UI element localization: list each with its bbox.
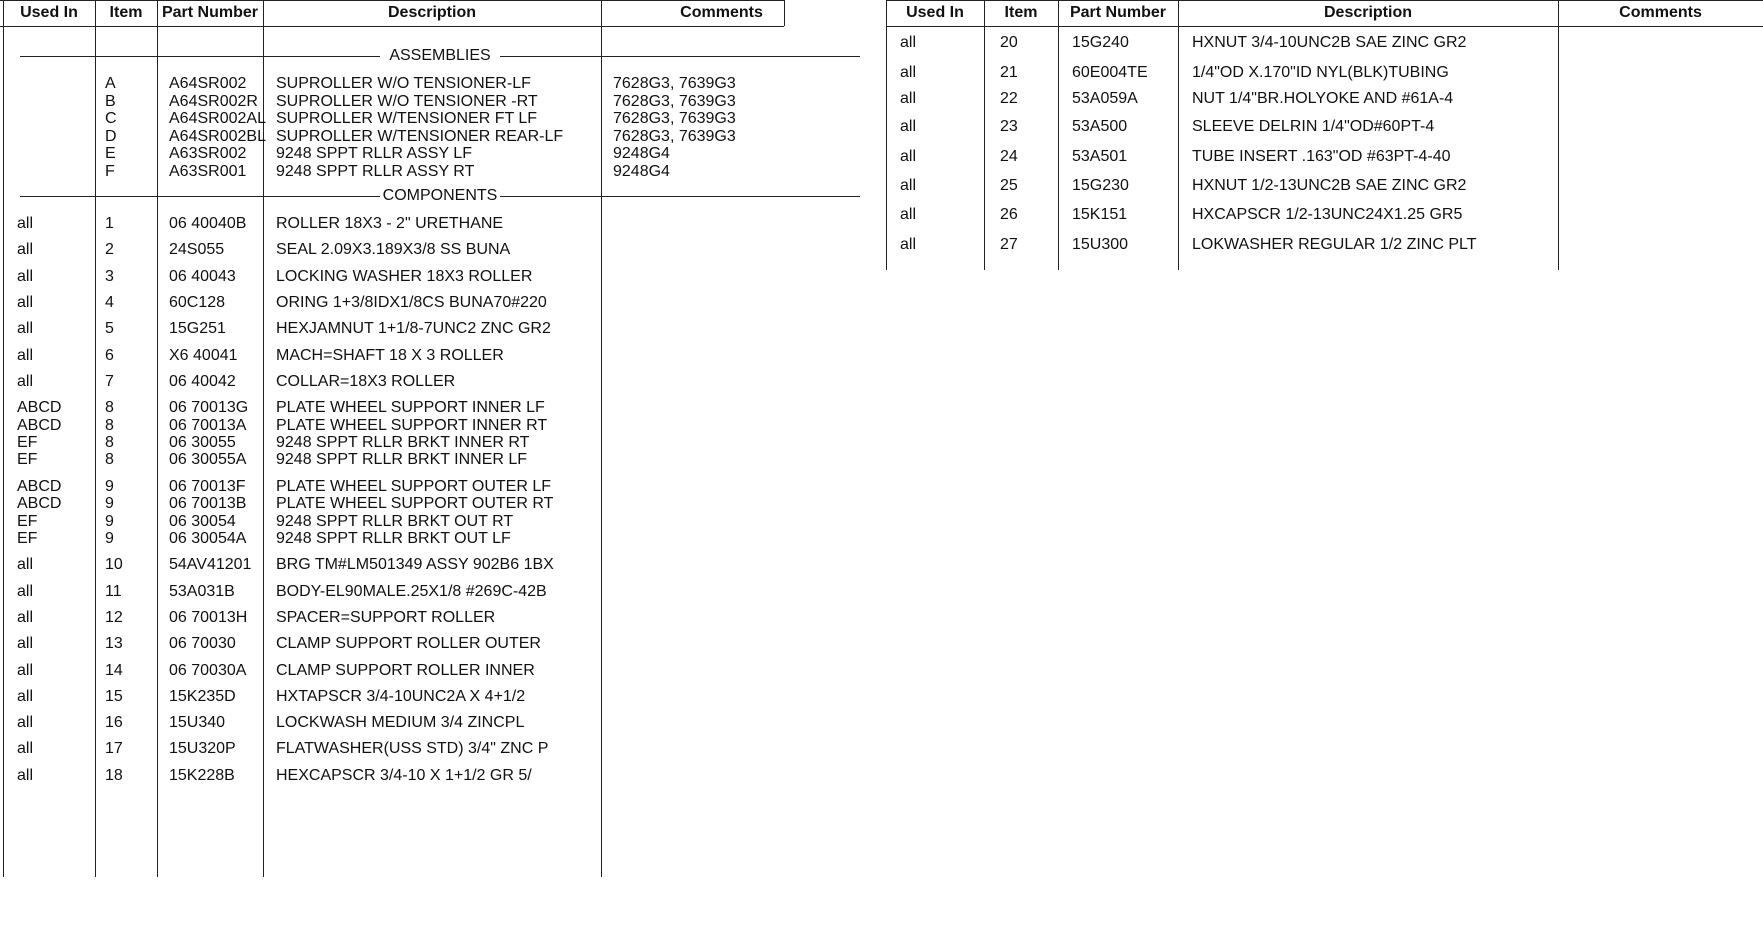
right-description: HXNUT 3/4-10UNC2B SAE ZINC GR2 [1192,34,1467,51]
left-header-comments: Comments [680,4,763,21]
component-item: 17 [105,740,123,758]
assembly-item: E [105,145,116,163]
component-used-in: all [17,241,34,259]
right-used-in: all [900,148,917,165]
right-description: TUBE INSERT .163"OD #63PT-4-40 [1192,148,1451,165]
component-description: PLATE WHEEL SUPPORT OUTER LF [276,477,552,495]
right-item: 20 [1000,34,1018,51]
assembly-comments: 7628G3, 7639G3 [613,110,736,128]
component-description: SEAL 2.09X3.189X3/8 SS BUNA [276,241,511,259]
component-used-in: all [17,766,34,784]
component-item: 4 [105,293,114,311]
component-description: COLLAR=18X3 ROLLER [276,372,456,390]
component-used-in: all [17,661,34,679]
component-description: HEXJAMNUT 1+1/8-7UNC2 ZNC GR2 [276,320,551,338]
component-item: 8 [105,451,114,469]
assembly-comments: 9248G4 [613,163,670,180]
assembly-part-number: A64SR002R [169,92,258,110]
header-top-rule [0,0,784,1]
right-item: 26 [1000,206,1018,223]
component-used-in: EF [17,512,38,530]
assembly-part-number: A64SR002 [169,75,247,92]
component-used-in: all [17,714,34,732]
component-description: CLAMP SUPPORT ROLLER INNER [276,661,535,679]
component-part-number: 06 40042 [169,372,236,390]
right-item: 25 [1000,177,1018,194]
assembly-description: SUPROLLER W/TENSIONER FT LF [276,110,538,128]
section-rule [20,196,380,197]
component-used-in: all [17,346,34,364]
component-used-in: all [17,215,34,232]
component-description: MACH=SHAFT 18 X 3 ROLLER [276,346,504,364]
component-used-in: all [17,293,34,311]
assembly-item: C [105,110,117,128]
component-part-number: 06 70013B [169,495,247,513]
right-description: HXCAPSCR 1/2-13UNC24X1.25 GR5 [1192,206,1463,223]
component-description: HXTAPSCR 3/4-10UNC2A X 4+1/2 [276,687,526,705]
right-part-number: 15G230 [1072,177,1129,194]
component-part-number: 06 30054A [169,529,247,547]
right-description: LOKWASHER REGULAR 1/2 ZINC PLT [1192,236,1477,253]
component-part-number: 15K235D [169,687,236,705]
right-header-part-number: Part Number [1069,4,1167,21]
right-header-used-in: Used In [906,4,964,21]
component-description: BRG TM#LM501349 ASSY 902B6 1BX [276,556,554,574]
component-part-number: 06 70013G [169,399,249,417]
component-item: 10 [105,556,123,574]
right-header-top-rule [886,0,1763,1]
section-rule [500,196,860,197]
right-used-in: all [900,236,917,253]
component-used-in: all [17,582,34,600]
section-rule [20,56,380,57]
right-header-bottom-rule [886,26,1763,27]
assembly-description: 9248 SPPT RLLR ASSY RT [276,163,475,180]
assembly-description: SUPROLLER W/O TENSIONER -RT [276,92,538,110]
component-description: PLATE WHEEL SUPPORT INNER LF [276,399,545,417]
left-header-description: Description [387,4,476,21]
component-part-number: 06 70013A [169,416,247,434]
right-item: 23 [1000,118,1018,135]
right-used-in: all [900,90,917,107]
right-description: 1/4"OD X.170"ID NYL(BLK)TUBING [1192,64,1449,81]
component-used-in: EF [17,433,38,451]
component-part-number: 06 30055A [169,451,247,469]
component-part-number: 15U340 [169,714,226,732]
right-part-number: 53A500 [1072,118,1128,135]
component-part-number: 06 30054 [169,512,236,530]
right-part-number: 15U300 [1072,236,1129,253]
component-part-number: 06 70030A [169,661,247,679]
right-column-divider [886,0,887,270]
component-used-in: all [17,267,34,285]
component-description: 9248 SPPT RLLR BRKT OUT LF [276,529,511,547]
right-part-number: 53A059A [1072,90,1138,107]
component-item: 12 [105,608,123,626]
section-label-components: COMPONENTS [380,187,500,205]
component-item: 3 [105,267,114,285]
assembly-part-number: A63SR001 [169,163,247,180]
right-used-in: all [900,177,917,194]
right-used-in: all [900,34,917,51]
component-used-in: ABCD [17,495,62,513]
assembly-item: A [105,75,116,92]
right-item: 27 [1000,236,1018,253]
section-rule [500,56,860,57]
component-used-in: all [17,687,34,705]
component-used-in: EF [17,451,38,469]
component-part-number: X6 40041 [169,346,238,364]
component-item: 9 [105,512,114,530]
left-header-used-in: Used In [20,4,78,21]
right-header-item: Item [1004,4,1038,21]
component-part-number: 53A031B [169,582,235,600]
component-description: ROLLER 18X3 - 2" URETHANE [276,215,504,232]
right-used-in: all [900,64,917,81]
right-column-divider [984,0,985,270]
component-description: 9248 SPPT RLLR BRKT INNER RT [276,433,530,451]
component-part-number: 15K228B [169,766,235,784]
component-used-in: EF [17,529,38,547]
assembly-comments: 7628G3, 7639G3 [613,92,736,110]
component-description: LOCKING WASHER 18X3 ROLLER [276,267,533,285]
right-item: 22 [1000,90,1018,107]
component-item: 8 [105,433,114,451]
left-column-divider [3,0,4,877]
component-part-number: 06 40043 [169,267,236,285]
right-part-number: 53A501 [1072,148,1128,165]
component-item: 8 [105,399,114,417]
component-item: 16 [105,714,123,732]
component-part-number: 60C128 [169,293,226,311]
section-label-assemblies: ASSEMBLIES [380,47,500,65]
component-part-number: 15G251 [169,320,226,338]
component-item: 8 [105,416,114,434]
component-used-in: all [17,372,34,390]
component-description: FLATWASHER(USS STD) 3/4" ZNC P [276,740,549,758]
component-item: 18 [105,766,123,784]
component-item: 2 [105,241,114,259]
component-item: 9 [105,477,114,495]
component-part-number: 15U320P [169,740,236,758]
right-part-number: 15K151 [1072,206,1128,223]
right-item: 24 [1000,148,1018,165]
header-bottom-rule [0,26,784,27]
right-description: SLEEVE DELRIN 1/4"OD#60PT-4 [1192,118,1435,135]
left-column-divider [157,0,158,877]
component-part-number: 54AV41201 [169,556,252,574]
component-part-number: 06 30055 [169,433,236,451]
component-item: 13 [105,635,123,653]
component-part-number: 06 70013H [169,608,248,626]
component-part-number: 06 40040B [169,215,247,232]
right-part-number: 60E004TE [1072,64,1148,81]
assembly-part-number: A64SR002AL [169,110,266,128]
left-column-divider [95,0,96,877]
left-header-item: Item [109,4,143,21]
component-used-in: all [17,320,34,338]
component-description: 9248 SPPT RLLR BRKT OUT RT [276,512,514,530]
component-item: 11 [105,582,122,600]
component-item: 9 [105,529,114,547]
component-used-in: all [17,556,34,574]
component-item: 9 [105,495,114,513]
left-column-divider [601,0,602,877]
assembly-comments: 9248G4 [613,145,670,163]
right-used-in: all [900,206,917,223]
component-description: SPACER=SUPPORT ROLLER [276,608,496,626]
component-used-in: ABCD [17,416,62,434]
right-part-number: 15G240 [1072,34,1129,51]
right-column-divider [1058,0,1059,270]
component-part-number: 06 70013F [169,477,246,495]
assembly-description: SUPROLLER W/O TENSIONER-LF [276,75,531,92]
component-item: 6 [105,346,114,364]
right-header-comments: Comments [1619,4,1702,21]
assembly-part-number: A63SR002 [169,145,247,163]
assembly-description: SUPROLLER W/TENSIONER REAR-LF [276,127,564,145]
component-part-number: 06 70030 [169,635,236,653]
right-item: 21 [1000,64,1018,81]
component-description: HEXCAPSCR 3/4-10 X 1+1/2 GR 5/ [276,766,532,784]
component-description: PLATE WHEEL SUPPORT OUTER RT [276,495,554,513]
component-used-in: all [17,608,34,626]
assembly-comments: 7628G3, 7639G3 [613,75,736,92]
component-used-in: all [17,740,34,758]
component-description: PLATE WHEEL SUPPORT INNER RT [276,416,548,434]
assembly-item: D [105,127,117,145]
right-description: NUT 1/4"BR.HOLYOKE AND #61A-4 [1192,90,1454,107]
right-used-in: all [900,118,917,135]
component-item: 1 [105,215,114,232]
right-header-description: Description [1323,4,1412,21]
left-header-part-number: Part Number [161,4,259,21]
assembly-comments: 7628G3, 7639G3 [613,127,736,145]
component-description: ORING 1+3/8IDX1/8CS BUNA70#220 [276,293,547,311]
component-item: 5 [105,320,114,338]
component-used-in: ABCD [17,477,62,495]
component-description: BODY-EL90MALE.25X1/8 #269C-42B [276,582,547,600]
component-item: 7 [105,372,114,390]
component-used-in: all [17,635,34,653]
assembly-part-number: A64SR002BL [169,127,266,145]
component-part-number: 24S055 [169,241,225,259]
component-description: 9248 SPPT RLLR BRKT INNER LF [276,451,528,469]
assembly-item: B [105,92,116,110]
component-description: CLAMP SUPPORT ROLLER OUTER [276,635,541,653]
right-column-divider [1178,0,1179,270]
assembly-description: 9248 SPPT RLLR ASSY LF [276,145,472,163]
component-item: 14 [105,661,123,679]
component-used-in: ABCD [17,399,62,417]
right-column-divider [1558,0,1559,270]
assembly-item: F [105,163,115,180]
component-description: LOCKWASH MEDIUM 3/4 ZINCPL [276,714,525,732]
right-description: HXNUT 1/2-13UNC2B SAE ZINC GR2 [1192,177,1467,194]
component-item: 15 [105,687,123,705]
